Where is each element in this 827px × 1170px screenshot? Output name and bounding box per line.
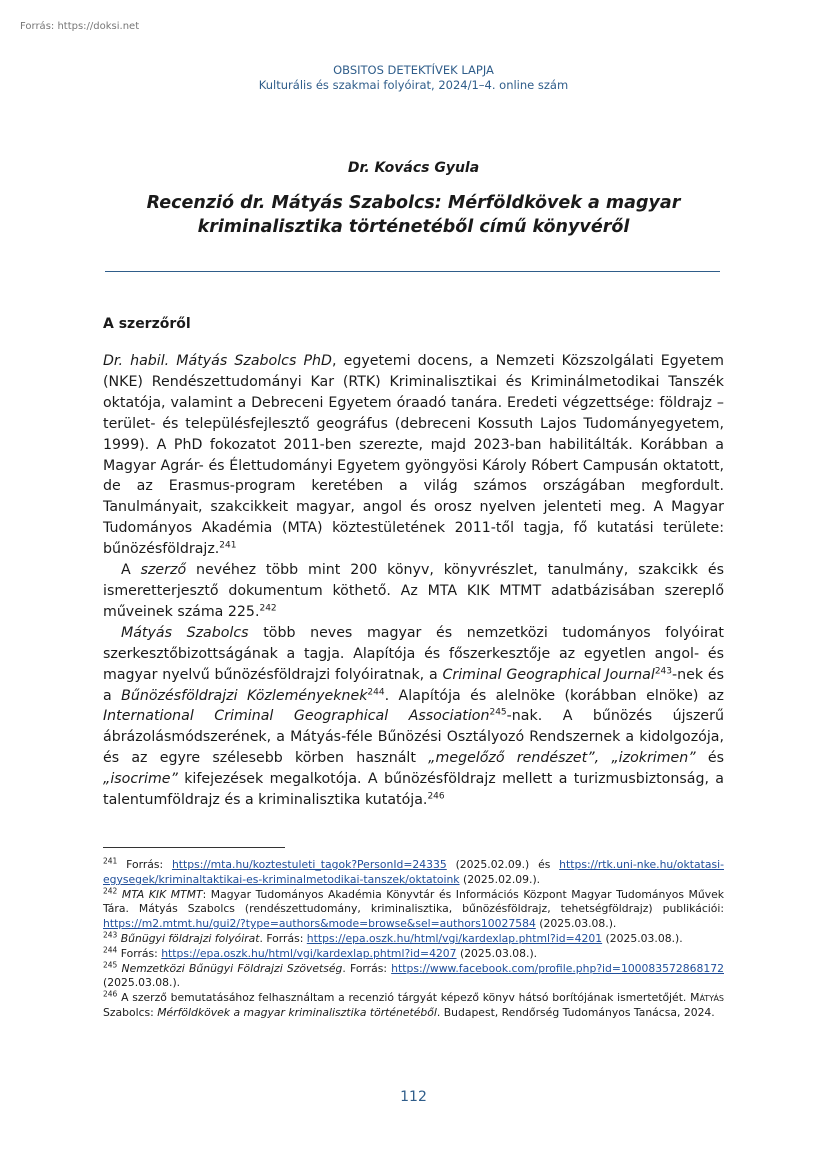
- footnote-emphasis: Nemzetközi Bűnügyi Földrajzi Szövetség: [121, 961, 343, 975]
- emphasis: „megelőző rendészet”, „izokrimen”: [428, 750, 696, 767]
- page-number: 112: [400, 1089, 427, 1105]
- footnote-link[interactable]: https://mta.hu/koztestuleti_tagok?PersonId=24335: [171, 858, 447, 871]
- footnote-emphasis: Bűnügyi földrajzi folyóirat: [120, 931, 260, 945]
- footnote-text: (2025.03.08.).: [535, 917, 617, 931]
- source-note: Forrás: https://doksi.net: [20, 21, 140, 32]
- association-name: International Criminal Geographical Association: [103, 708, 490, 725]
- title-divider: [105, 271, 720, 272]
- paragraph-text: A: [121, 562, 141, 579]
- footnote-text: (2025.03.08.).: [456, 946, 538, 960]
- footnote-text: : Magyar Tudományos Akadémia Könyvtár és Információs Központ Magyar Tudományos Művek Tára. Mátyás Szabolcs (rendészettudomány, kriminalisztika, bűnözésföldrajz, tehetségföldrajz) publikációi:: [103, 887, 724, 916]
- footnotes: [103, 858, 724, 1021]
- paragraph-text: kifejezések megalkotója. A bűnözésföldrajz mellett a turizmusbiztonság, a talentumföldrajz és a kriminalisztika kutatója.: [103, 771, 724, 809]
- footnote-smallcaps: Mátyás: [690, 991, 724, 1005]
- journal-title: Bűnözésföldrajzi Közleményeknek: [121, 687, 368, 704]
- footnote-ref: 243: [654, 665, 673, 676]
- footnote-text: (2025.03.08.).: [103, 976, 181, 990]
- footnote-link[interactable]: https://rtk.uni-nke.hu/oktatasi-egysegek/kriminaltaktikai-es-kriminalmetodikai-tanszek/oktatoink: [103, 858, 724, 886]
- article-author: Dr. Kovács Gyula: [347, 160, 480, 176]
- author-name-lead: Dr. habil. Mátyás Szabolcs PhD: [103, 353, 332, 369]
- footnote-number: 246: [103, 989, 118, 999]
- footnote-link[interactable]: https://epa.oszk.hu/html/vgi/kardexlap.phtml?id=4207: [161, 946, 457, 960]
- section-heading: A szerzőről: [103, 316, 191, 332]
- paragraph-3: [103, 623, 724, 811]
- footnote-text: (2025.03.08.).: [602, 931, 683, 945]
- footnote-text: . Forrás:: [259, 931, 307, 945]
- paragraph-text: több neves magyar és nemzetközi tudományos folyóirat szerkesztőbizottságának a tagja. Alapítója és főszerkesztője az egyetlen angol- és magyar nyelvű bűnözésföldrajzi folyóiratnak, a: [103, 624, 724, 683]
- footnote-ref: 245: [489, 707, 507, 718]
- footnote-text: Szabolcs:: [103, 1005, 158, 1019]
- footnote-number: 245: [103, 959, 118, 969]
- footnote-number: 243: [103, 930, 118, 940]
- footnote-link[interactable]: https://epa.oszk.hu/html/vgi/kardexlap.phtml?id=4201: [306, 931, 603, 945]
- emphasis: „isocrime”: [103, 771, 178, 788]
- footnote-text: . Forrás:: [342, 961, 392, 975]
- footnote-ref: 241: [219, 540, 237, 551]
- body-text: [103, 351, 724, 811]
- paragraph-text: -nak. A bűnözés újszerű ábrázolásmódszerének, a Mátyás-féle Bűnözési Osztályozó Rendszernek a kidolgozója, és az egyre szélesebb körben használt: [103, 708, 724, 767]
- article-title: Recenzió dr. Mátyás Szabolcs: Mérföldkövek a magyar kriminalisztika történetéből című könyvéről: [146, 193, 681, 237]
- footnote-number: 242: [103, 886, 118, 895]
- paragraph-text: . Alapítója és alelnöke (korábban elnöke) az: [384, 687, 724, 704]
- footnote-divider: [103, 847, 285, 848]
- emphasis: Mátyás Szabolcs: [121, 624, 249, 641]
- paragraph-text: nevéhez több mint 200 könyv, könyvrészlet, tanulmány, szakcikk és ismeretterjesztő dokumentum köthető. Az MTA KIK MTMT adatbázisában szereplő műveinek száma 225.: [103, 562, 724, 620]
- paragraph-text: , egyetemi docens, a Nemzeti Közszolgálati Egyetem (NKE) Rendészettudományi Kar (RTK) Kriminalisztikai és Kriminálmetodikai Tanszék oktatója, valamint a Debreceni Egyetem óraadó tanára. Eredeti végzettsége: földrajz – terület- és településfejlesztő geográfus (debreceni Kossuth Lajos Tudományegyetem, 1999). A PhD fokozatot 2011-ben szerezte, majd 2023-ban habilitálták. Korábban a Magyar Agrár- és Élettudományi Egyetem gyöngyösi Károly Róbert Campusán oktatott, de az Erasmus-program keretében a világ számos országában megfordult. Tanulmányait, szakcikkeit magyar, angol és orosz nyelven jelenteti meg. A Magyar Tudományos Akadémia (MTA) köztestületének 2011-től tagja, fő kutatási területe: bűnözésföldrajz.: [103, 353, 724, 558]
- footnote-text: (2025.02.09.).: [459, 872, 541, 886]
- paragraph-text: -nek és a: [103, 666, 725, 704]
- footnote-244: [103, 947, 724, 962]
- journal-issue: Kulturális és szakmai folyóirat, 2024/1–4. online szám: [258, 78, 569, 92]
- footnote-number: 244: [103, 945, 118, 955]
- footnote-ref: 242: [259, 603, 277, 614]
- footnote-text: A szerző bemutatásához felhasználtam a recenzió tárgyát képező könyv hátsó borítójának ismertetőjét.: [117, 991, 691, 1005]
- footnote-text: Forrás:: [117, 946, 162, 960]
- emphasis: szerző: [140, 562, 187, 579]
- footnote-245: [103, 959, 724, 992]
- footnote-243: [103, 932, 724, 947]
- footnote-text: . Budapest, Rendőrség Tudományos Tanácsa, 2024.: [436, 1005, 715, 1019]
- footnote-ref: 244: [367, 686, 385, 697]
- footnote-link[interactable]: https://m2.mtmt.hu/gui2/?type=authors&mode=browse&sel=authors10027584: [103, 917, 536, 931]
- journal-name: OBSITOS DETEKTÍVEK LAPJA: [333, 63, 494, 77]
- footnote-242: [103, 888, 724, 932]
- journal-title: Criminal Geographical Journal: [442, 666, 655, 683]
- footnote-number: 241: [103, 856, 118, 866]
- footnote-emphasis: MTA KIK MTMT: [121, 887, 203, 901]
- footnote-241: [103, 858, 724, 888]
- footnote-text: Forrás:: [117, 858, 172, 871]
- paragraph-2: [103, 560, 724, 623]
- paragraph-text: és: [695, 750, 725, 767]
- footnote-link[interactable]: https://www.facebook.com/profile.php?id=100083572868172: [391, 961, 724, 975]
- footnote-246: [103, 991, 724, 1021]
- footnote-emphasis: Mérföldkövek a magyar kriminalisztika történetéből: [157, 1005, 437, 1019]
- footnote-ref: 246: [427, 791, 445, 802]
- paragraph-1: [103, 351, 724, 560]
- footnote-text: (2025.02.09.) és: [446, 858, 560, 871]
